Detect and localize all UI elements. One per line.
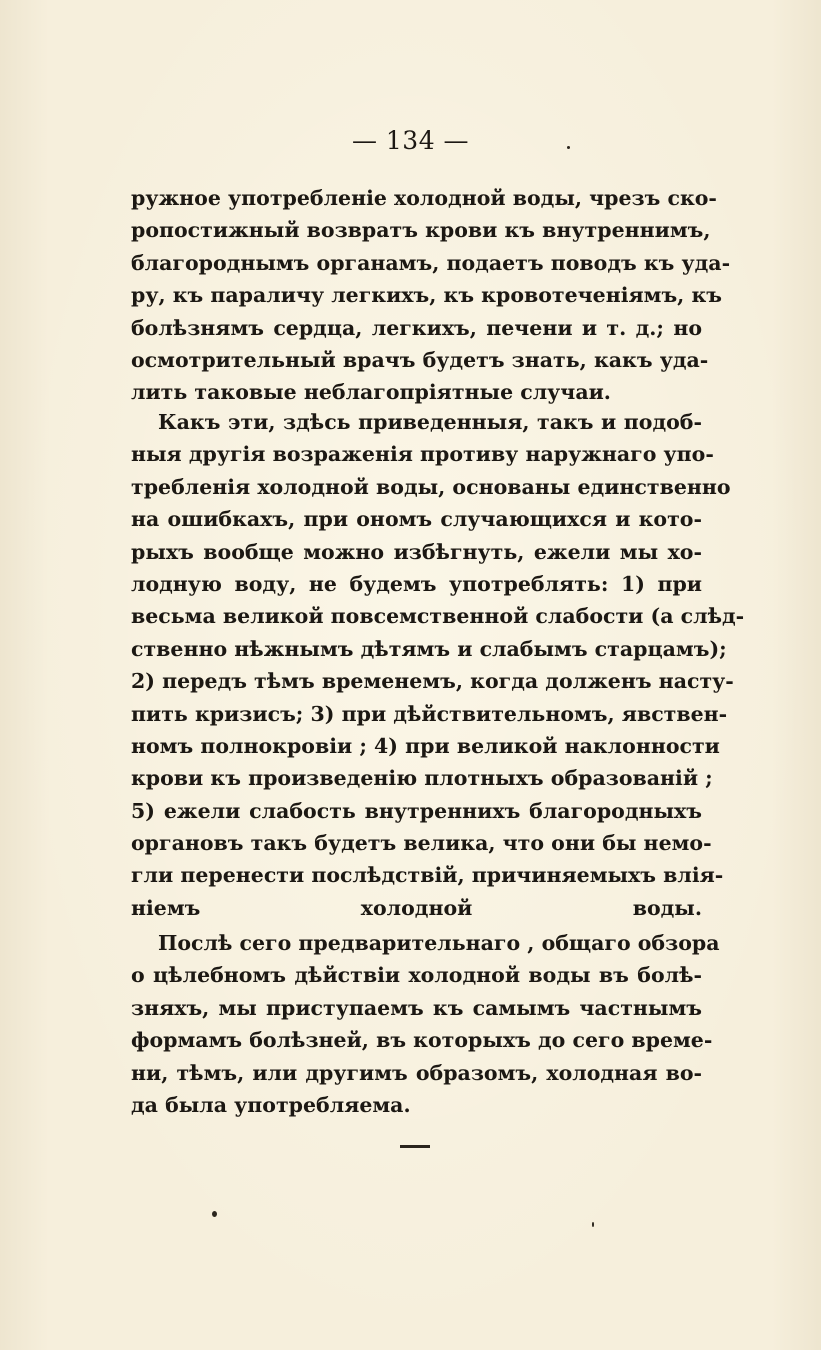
text-line: 5) ежели слабость внутреннихъ благородныхъ bbox=[131, 798, 702, 823]
text-line: зняхъ, мы приступаемъ къ самымъ частнымъ bbox=[131, 995, 702, 1020]
text-line: ропостижный возвратъ крови къ внутреннимъ, bbox=[131, 218, 711, 243]
text-line: номъ полнокровіи ; 4) при великой наклонности bbox=[131, 733, 720, 758]
text-line: органовъ такъ будетъ велика, что они бы немо- bbox=[131, 831, 712, 856]
text-line: пить кризисъ; 3) при дѣйствительномъ, явствен- bbox=[131, 701, 728, 726]
text-line: благороднымъ органамъ, подаетъ поводъ къ уда- bbox=[131, 250, 731, 275]
text-line: весьма великой повсемственной слабости (а слѣд- bbox=[131, 604, 745, 629]
text-line: ственно нѣжнымъ дѣтямъ и слабымъ старцамъ); bbox=[131, 636, 727, 661]
paper-speck bbox=[592, 1222, 594, 1227]
text-line: 2) передъ тѣмъ временемъ, когда долженъ насту- bbox=[131, 669, 734, 694]
text-line: Какъ эти, здѣсь приведенныя, такъ и подоб- bbox=[158, 410, 702, 434]
paragraph-1 bbox=[131, 182, 731, 409]
paragraph-2 bbox=[131, 406, 745, 989]
text-line: о цѣлебномъ дѣйствіи холодной воды въ болѣ- bbox=[131, 963, 702, 988]
text-line: ру, къ параличу легкихъ, къ кровотеченіямъ, къ bbox=[131, 283, 722, 308]
text-line: лодную воду, не будемъ употреблять: 1) при bbox=[131, 571, 702, 596]
text-line: рыхъ вообще можно избѣгнуть, ежели мы хо- bbox=[131, 539, 702, 564]
text-line: требленія холодной воды, основаны единственно bbox=[131, 474, 731, 499]
text-line: ніемъ холодной воды. bbox=[131, 895, 702, 920]
text-line: да была употребляема. bbox=[131, 1092, 411, 1117]
text-line: формамъ болѣзней, въ которыхъ до сего време- bbox=[131, 1028, 713, 1053]
paragraph-3 bbox=[131, 927, 720, 1121]
text-line: ружное употребленіе холодной воды, чрезъ ско- bbox=[131, 186, 717, 210]
paper-speck bbox=[212, 1211, 217, 1217]
text-line: лить таковые неблагопріятные случаи. bbox=[131, 380, 611, 405]
text-line: ныя другія возраженія противу наружнаго упо- bbox=[131, 442, 714, 467]
text-line: осмотрительный врачъ будетъ знать, какъ уда- bbox=[131, 347, 709, 372]
paper-speck bbox=[567, 146, 570, 149]
end-rule bbox=[400, 1145, 430, 1148]
text-line: Послѣ сего предварительнаго , общаго обзора bbox=[158, 931, 720, 955]
text-line: гли перенести послѣдствій, причиняемыхъ влія- bbox=[131, 863, 724, 888]
page-number-header: — 134 — bbox=[351, 126, 470, 155]
text-line: на ошибкахъ, при ономъ случающихся и кото- bbox=[131, 507, 702, 532]
text-line: болѣзнямъ сердца, легкихъ, печени и т. д.; но bbox=[131, 315, 702, 340]
text-line: крови къ произведенію плотныхъ образованій ; bbox=[131, 766, 713, 791]
text-line: ни, тѣмъ, или другимъ образомъ, холодная во- bbox=[131, 1060, 702, 1085]
